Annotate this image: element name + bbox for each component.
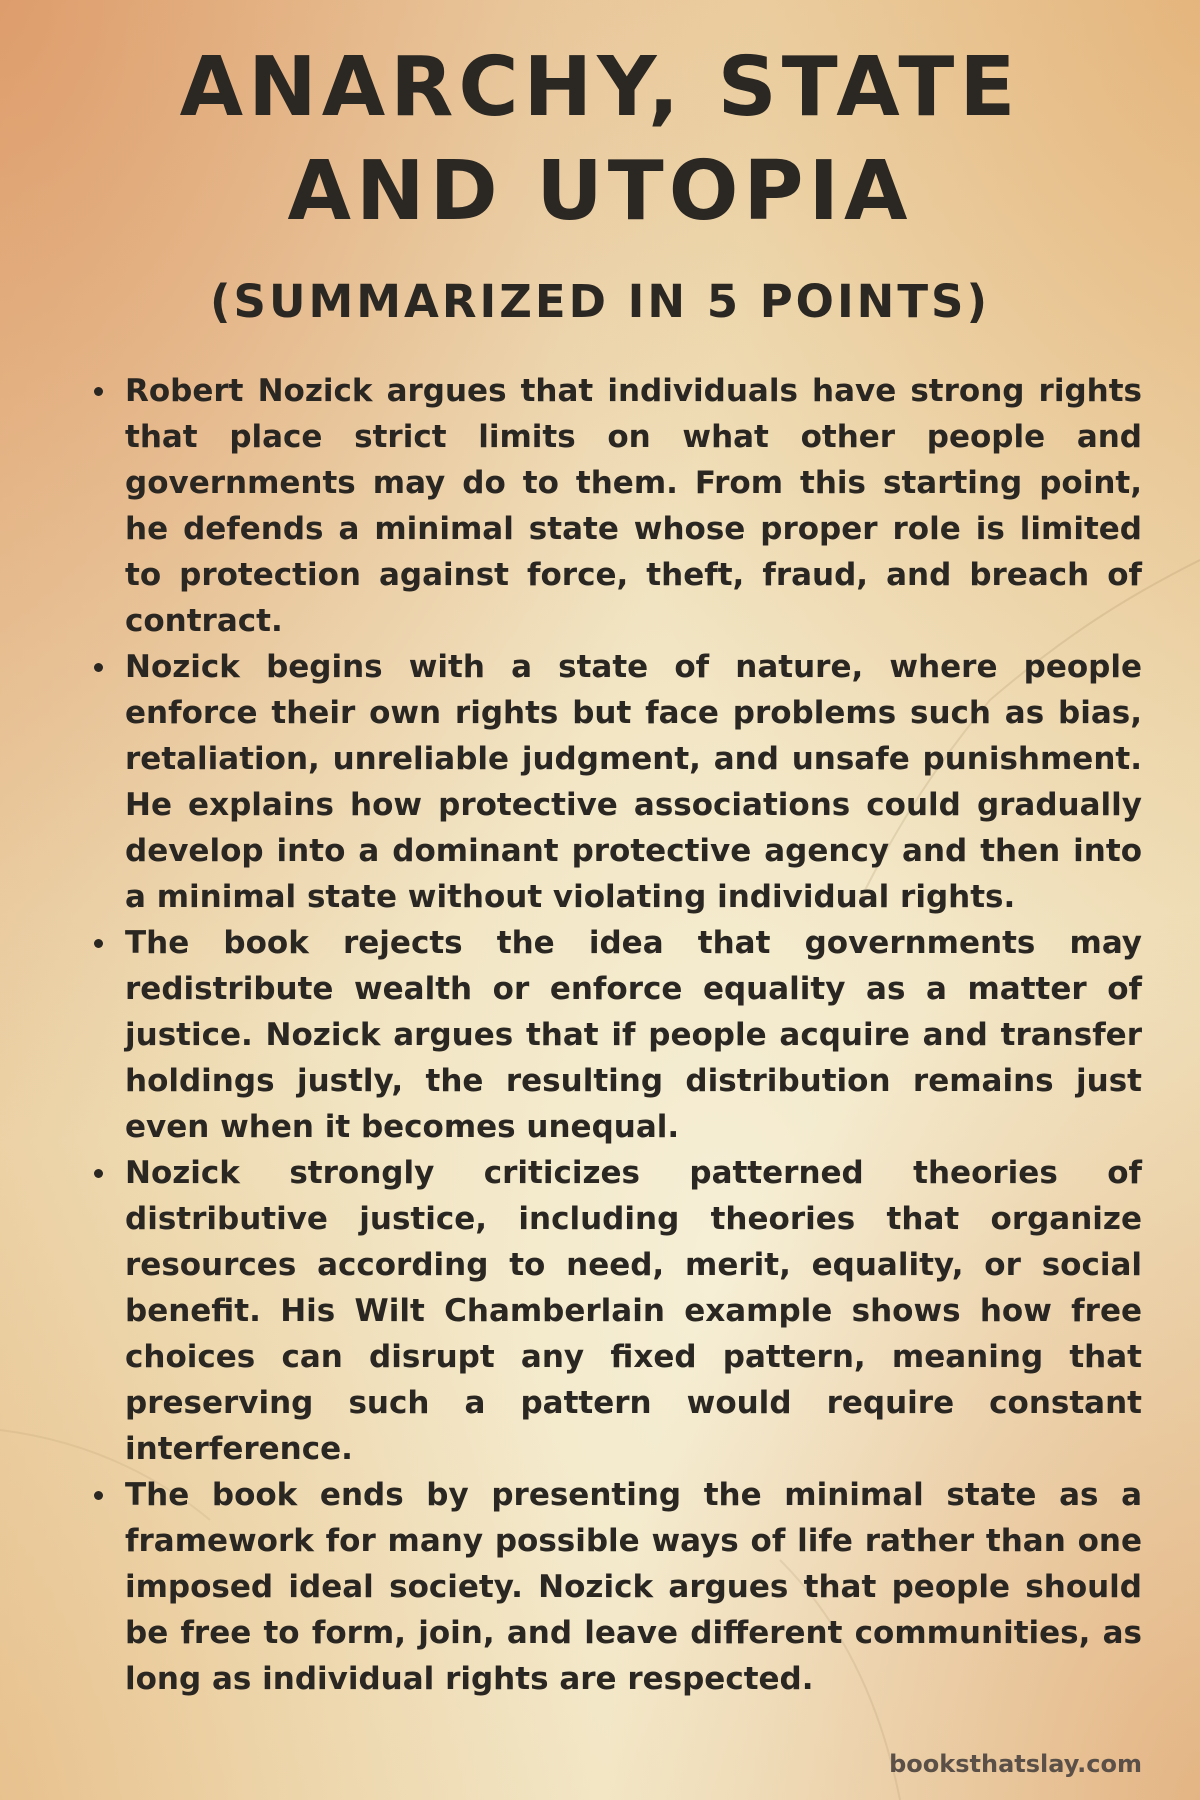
- bullet-icon: [94, 663, 103, 672]
- summary-point-5: [90, 1472, 1142, 1702]
- summary-point-2: [90, 644, 1142, 920]
- bullet-icon: [94, 387, 103, 396]
- bullet-icon: [94, 1169, 103, 1178]
- summary-point-1: [90, 368, 1142, 644]
- bullet-icon: [94, 1491, 103, 1500]
- summary-point-text: Nozick strongly criticizes patterned theories of distributive justice, including theories that organize resources according to need, merit, equality, or social benefit. His Wilt Chamberlain example shows how free choices can disrupt any fixed pattern, meaning that preserving such a pattern would require constant interference.: [125, 1155, 1142, 1467]
- site-url: booksthatslay.com: [889, 1750, 1142, 1778]
- summary-point-4: [90, 1150, 1142, 1472]
- page-title: ANARCHY, STATE AND UTOPIA: [179, 40, 1021, 239]
- summary-point-text: The book ends by presenting the minimal state as a framework for many possible ways of life rather than one imposed ideal society. Nozick argues that people should be free to form, join, and leave different communities, as long as individual rights are respected.: [125, 1477, 1142, 1697]
- summary-point-text: Nozick begins with a state of nature, where people enforce their own rights but face problems such as bias, retaliation, unreliable judgment, and unsafe punishment. He explains how protective associations could gradually develop into a dominant protective agency and then into a minimal state without violating individual rights.: [125, 649, 1142, 915]
- page-subtitle: (SUMMARIZED IN 5 POINTS): [209, 275, 991, 328]
- summary-point-text: The book rejects the idea that governments may redistribute wealth or enforce equality as a matter of justice. Nozick argues that if people acquire and transfer holdings justly, the resulting distribution remains just even when it becomes unequal.: [125, 925, 1142, 1145]
- summary-point-3: [90, 920, 1142, 1150]
- summary-point-text: Robert Nozick argues that individuals have strong rights that place strict limits on what other people and governments may do to them. From this starting point, he defends a minimal state whose proper role is limited to protection against force, theft, fraud, and breach of contract.: [125, 373, 1142, 639]
- summary-points-list: [90, 368, 1142, 1702]
- bullet-icon: [94, 939, 103, 948]
